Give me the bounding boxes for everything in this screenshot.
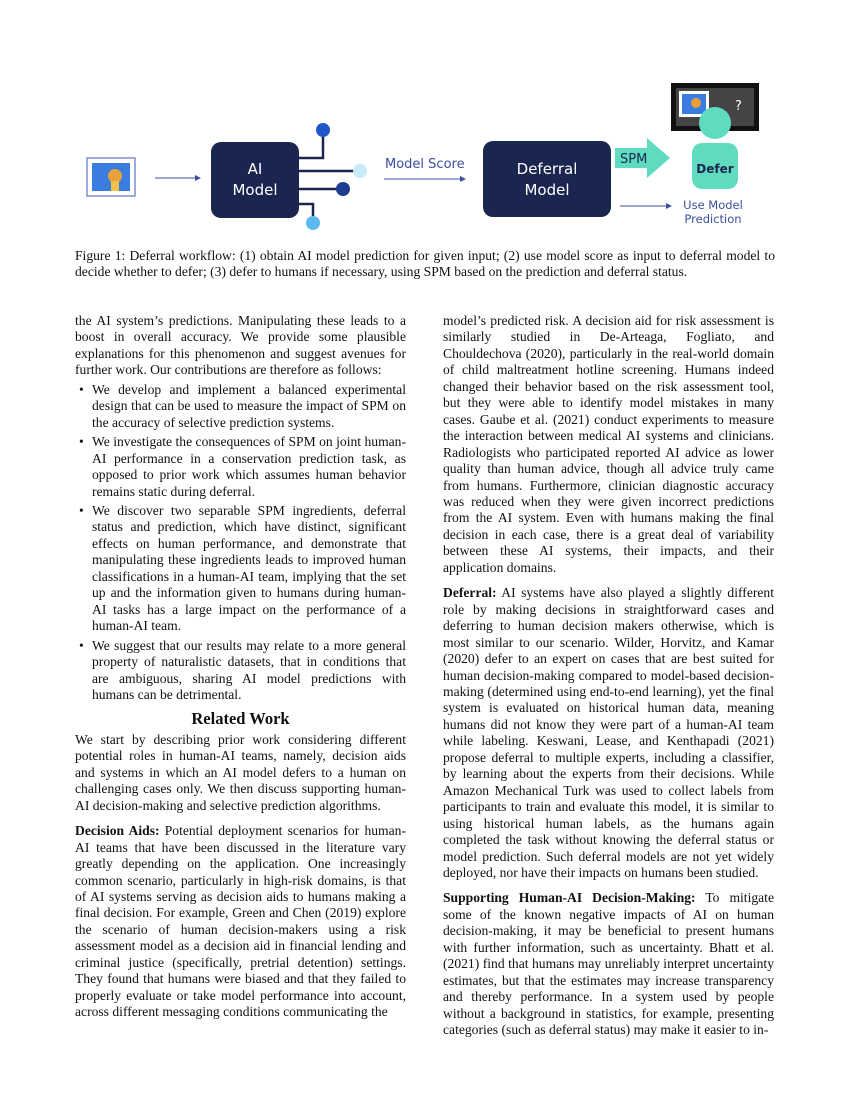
- decision-aids-heading: Decision Aids:: [75, 823, 160, 839]
- model-score-label: Model Score: [385, 157, 465, 172]
- bullet-text: We develop and implement a balanced experimental design that can be used to measure the impact of SPM on the accuracy of selective prediction systems.: [92, 381, 406, 430]
- deferral-workflow-figure: [75, 78, 775, 238]
- ai-model-label: AI: [247, 160, 263, 178]
- right-column: [443, 313, 774, 1038]
- ai-model-label-2: Model: [232, 181, 278, 199]
- deferral-text: AI systems have also played a slightly different role by making decisions in straightforward cases and deferring to human decision makers otherwise, which is most similar to our scenario. Wilder, Horvitz, and Kamar (2020) defer to an expert on cases that are best suited for human decision-making compared to model-based decision-making (determined using end-to-end learning), yet the final system is evaluated on historical human data, meaning humans did not know they were part of a human-AI team while labeling. Keswani, Lease, and Kenthapadi (2021) propose deferral to multiple experts, including a classifier, by learning about the experts from their decisions. While Amazon Mechanical Turk was used to collect labels from participants to train and evaluate this model, it is similar to using historical human labels, as the humans again completed the task without knowing the deferral status or model prediction. Such deferral models are not yet widely deployed, nor have their impacts on humans been studied.: [443, 585, 774, 880]
- bullet-text: We suggest that our results may relate to a more general property of naturalistic datasets, that in conditions that are ambiguous, sharing AI model predictions with humans can be detrimental.: [92, 637, 406, 702]
- ai-model-box: [211, 142, 299, 218]
- bullet-icon: •: [79, 381, 84, 397]
- deferral-heading: Deferral:: [443, 585, 497, 601]
- bullet-icon: •: [79, 637, 84, 653]
- output-node-icon: [336, 182, 350, 196]
- supporting-heading: Supporting Human-AI Decision-Making:: [443, 890, 696, 906]
- deferral-model-label: Deferral: [516, 160, 578, 178]
- output-node-icon: [353, 164, 367, 178]
- list-item: [79, 637, 406, 704]
- related-work-heading: Related Work: [191, 709, 290, 729]
- contributions-list: [75, 382, 406, 704]
- left-column: [75, 313, 406, 1021]
- bullet-icon: •: [79, 502, 84, 518]
- question-mark: ?: [735, 99, 742, 114]
- use-model-label: Use Model: [683, 198, 743, 212]
- output-node-icon: [306, 216, 320, 230]
- human-head-icon: [699, 107, 731, 139]
- decision-aids-paragraph: [75, 823, 406, 1020]
- list-item: [79, 381, 406, 431]
- decision-aids-text: Potential deployment scenarios for human-AI teams that have been discussed in the literature vary greatly depending on the application. One increasingly common scenario, particularly in high-risk domains, is that of AI systems serving as decision aids to humans making a final decision. For example, Green and Chen (2019) explore the scenario of human decision-makers using a risk assessment model as a decision aid in financial lending and criminal justice (specifically, pretrial detention) settings. They found that humans were biased and that they failed to properly evaluate or take model performance into account, across different messaging conditions communicating the: [75, 823, 406, 1020]
- bullet-text: We discover two separable SPM ingredients, deferral status and prediction, which have distinct, significant effects on human performance, and demonstrate that manipulating these ingredients leads to improved human classifications in a human-AI team, implying that the set up and the information given to humans during human-AI tasks has a large impact on the performance of a human-AI team.: [92, 502, 406, 634]
- intro-paragraph: the AI system’s predictions. Manipulating these leads to a boost in overall accuracy. We provide some plausible explanations for this phenomenon and suggest avenues for further work. Our contributions are therefore as follows:: [75, 313, 406, 378]
- supporting-text: To mitigate some of the known negative impacts of AI on human decision-making, it may be beneficial to present humans with further information, such as uncertainty. Bhatt et al. (2021) find that humans may unreliably interpret uncertainty estimates, but that the estimates may increase transparency and thereby performance. In a system used by people without a background in statistics, for example, presenting categories (such as deferral status) may make it easier to in-: [443, 890, 774, 1038]
- deferral-model-box: [483, 141, 611, 217]
- output-node-icon: [316, 123, 330, 137]
- input-image-icon: [87, 158, 135, 196]
- bullet-icon: •: [79, 434, 84, 450]
- supporting-paragraph: [443, 890, 774, 1038]
- related-work-intro: We start by describing prior work considering different potential roles in human-AI teams, namely, decision aids and systems in which an AI model defers to a human on challenging cases only. We then discuss supporting human-AI decision-making and selective prediction algorithms.: [75, 731, 406, 813]
- continuation-paragraph: model’s predicted risk. A decision aid for risk assessment is similarly studied in De-Arteaga, Fogliato, and Chouldechova (2020), particularly in the real-world domain of child maltreatment hotline screening. Humans indeed changed their behavior based on the risk assessment tool, but they were able to identify model mistakes in many cases. Gaube et al. (2021) conduct experiments to measure the interaction between medical AI systems and clinicians. Radiologists who participated reported AI advice as lower quality than human advice, though all advice truly came from humans. Furthermore, clinician diagnostic accuracy was reduced when they were given incorrect predictions from the AI system. Even with humans making the final decision in each case, there is a great deal of variability between these AI systems, their impacts, and their application domains.: [443, 313, 774, 575]
- spm-label: SPM: [620, 152, 648, 167]
- use-model-label-2: Prediction: [684, 212, 742, 226]
- deferral-model-label-2: Model: [524, 181, 570, 199]
- model-output-nodes: [299, 133, 355, 218]
- defer-label: Defer: [696, 162, 734, 176]
- bullet-text: We investigate the consequences of SPM on joint human-AI performance in a conservation prediction task, as opposed to prior work which assumes human behavior remains static during deferral.: [92, 434, 406, 499]
- list-item: [79, 434, 406, 500]
- list-item: [79, 502, 406, 635]
- figure-caption: Figure 1: Deferral workflow: (1) obtain AI model prediction for given input; (2) use model score as input to deferral model to decide whether to defer; (3) defer to humans if necessary, using SPM based on the prediction and deferral status.: [75, 248, 775, 280]
- deferral-paragraph: [443, 585, 774, 881]
